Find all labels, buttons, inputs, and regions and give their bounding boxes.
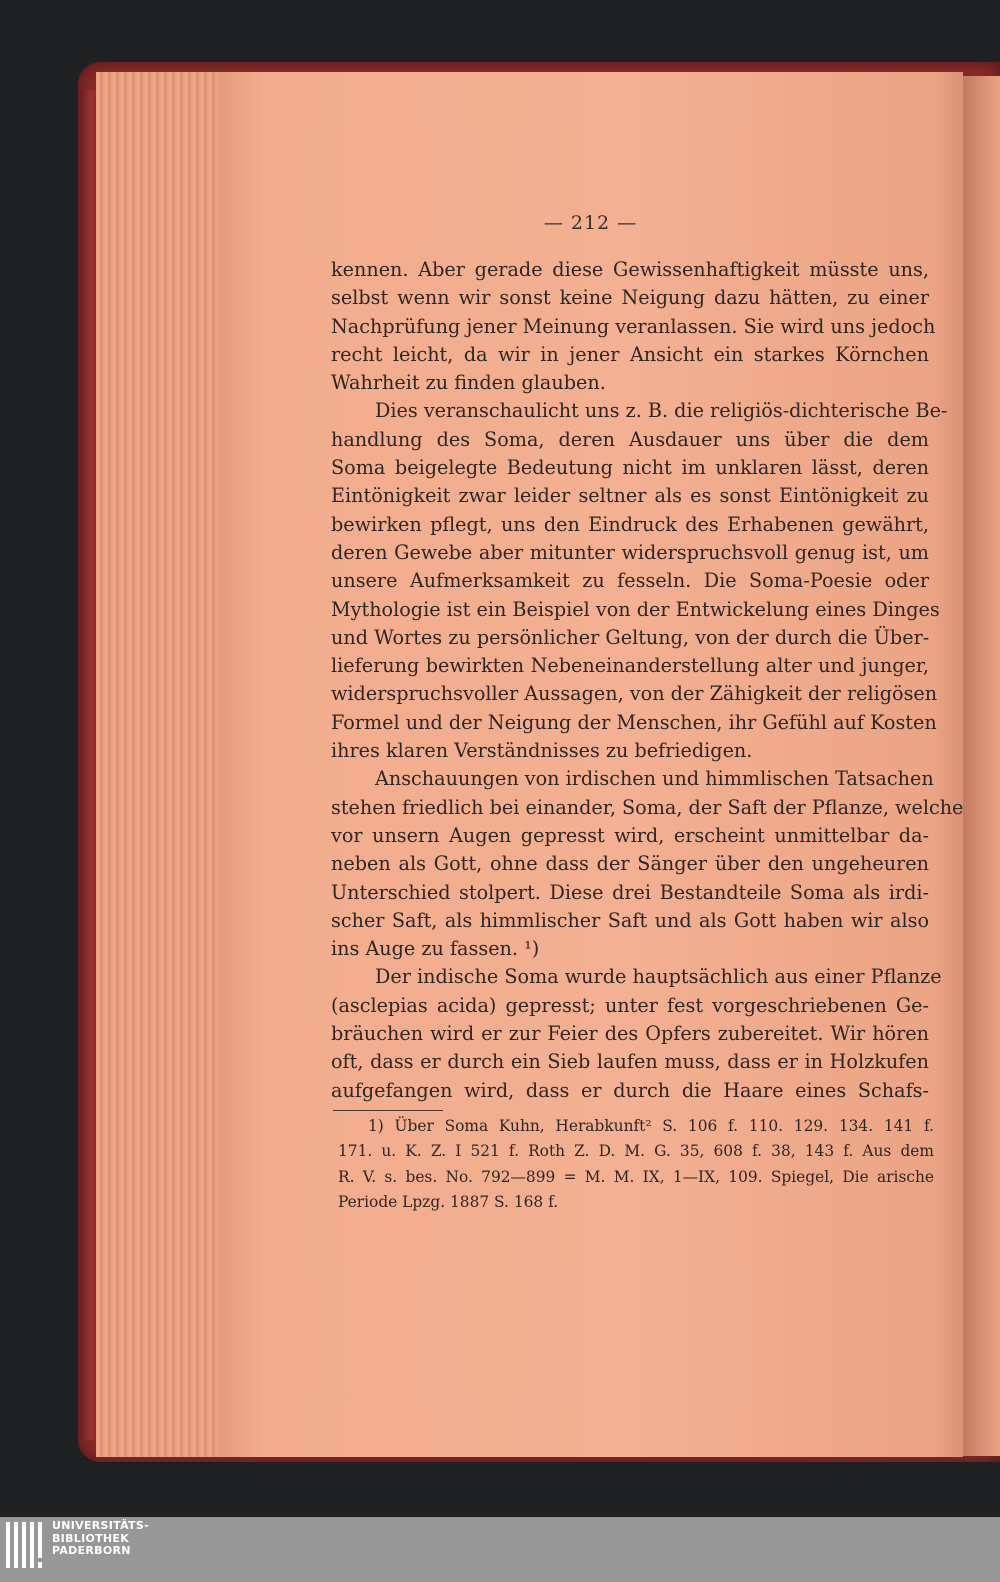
text-line: bewirken pflegt, uns den Eindruck des Erhabenen gewährt, xyxy=(331,512,929,536)
page-edges xyxy=(96,72,228,1457)
text-line: Mythologie ist ein Beispiel von der Entwickelung eines Dinges xyxy=(331,597,940,621)
text-line: Soma beigelegte Bedeutung nicht im unklaren lässt, deren xyxy=(331,456,929,480)
text-line: Eintönigkeit zwar leider seltner als es sonst Eintönigkeit zu xyxy=(331,484,929,508)
logo-line: PADERBORN xyxy=(52,1544,131,1557)
text-line: scher Saft, als himmlischer Saft und als Gott haben wir also xyxy=(331,908,929,932)
text-line: bräuchen wird er zur Feier des Opfers zubereitet. Wir hören xyxy=(331,1022,929,1046)
text-line: vor unsern Augen gepresst wird, erscheint unmittelbar da- xyxy=(331,823,929,847)
text-line: kennen. Aber gerade diese Gewissenhaftigkeit müsste uns, xyxy=(331,258,929,281)
text-line: unsere Aufmerksamkeit zu fesseln. Die Soma-Poesie oder xyxy=(331,569,929,593)
text-line: Wahrheit zu finden glauben. xyxy=(331,371,606,395)
text-line: (asclepias acida) gepresst; unter fest vorgeschriebenen Ge- xyxy=(331,993,929,1017)
footnote-divider xyxy=(333,1110,443,1111)
text-line: handlung des Soma, deren Ausdauer uns über die dem xyxy=(331,427,929,451)
footnote-line: 171. u. K. Z. I 521 f. Roth Z. D. M. G. 35, 608 f. 38, 143 f. Aus dem xyxy=(338,1142,934,1161)
text-line: selbst wenn wir sonst keine Neigung dazu hätten, zu einer xyxy=(331,286,929,310)
text-line: aufgefangen wird, dass er durch die Haare eines Schafs- xyxy=(331,1078,929,1102)
text-line: Dies veranschaulicht uns z. B. die religiös-dichterische Be- xyxy=(375,399,948,423)
library-footer-bar xyxy=(0,1517,1000,1582)
text-line: recht leicht, da wir in jener Ansicht ein starkes Körnchen xyxy=(331,342,929,366)
text-line: ihres klaren Verständnisses zu befriedigen. xyxy=(331,739,753,763)
page-number: — 212 — xyxy=(543,212,638,234)
text-line: oft, dass er durch ein Sieb laufen muss, dass er in Holzkufen xyxy=(331,1050,929,1074)
text-line: Anschauungen von irdischen und himmlischen Tatsachen xyxy=(375,767,934,791)
text-line: Nachprüfung jener Meinung veranlassen. Sie wird uns jedoch xyxy=(331,314,936,338)
footnote-line: Periode Lpzg. 1887 S. 168 f. xyxy=(338,1193,559,1212)
text-line: deren Gewebe aber mitunter widerspruchsvoll genug ist, um xyxy=(331,540,929,564)
body-text xyxy=(331,256,964,1105)
book-page xyxy=(218,72,963,1457)
text-line: Unterschied stolpert. Diese drei Bestandteile Soma als irdi- xyxy=(331,880,929,904)
text-line: stehen friedlich bei einander, Soma, der Saft der Pflanze, welche xyxy=(331,795,964,819)
logo-line: BIBLIOTHEK xyxy=(52,1531,130,1545)
footnotes xyxy=(338,1114,934,1216)
text-line: widerspruchsvoller Aussagen, von der Zähigkeit der religösen xyxy=(331,682,938,706)
text-line: ins Auge zu fassen. ¹) xyxy=(331,937,540,961)
text-line: und Wortes zu persönlicher Geltung, von der durch die Über- xyxy=(331,625,930,649)
library-logo-icon xyxy=(6,1522,44,1572)
text-line: lieferung bewirkten Nebeneinanderstellung alter und junger, xyxy=(331,654,929,678)
text-line: neben als Gott, ohne dass der Sänger über den ungeheuren xyxy=(331,852,929,876)
logo-line: UNIVERSITÄTS- xyxy=(52,1519,149,1532)
library-logo-text xyxy=(52,1520,149,1558)
text-line: Der indische Soma wurde hauptsächlich aus einer Pflanze xyxy=(375,965,942,989)
facing-page-edge xyxy=(962,76,1000,1456)
footnote-line: R. V. s. bes. No. 792—899 = M. M. IX, 1—IX, 109. Spiegel, Die arische xyxy=(338,1167,934,1186)
text-line: Formel und der Neigung der Menschen, ihr Gefühl auf Kosten xyxy=(331,710,937,734)
footnote-line: 1) Über Soma Kuhn, Herabkunft² S. 106 f. 110. 129. 134. 141 f. xyxy=(368,1117,934,1135)
